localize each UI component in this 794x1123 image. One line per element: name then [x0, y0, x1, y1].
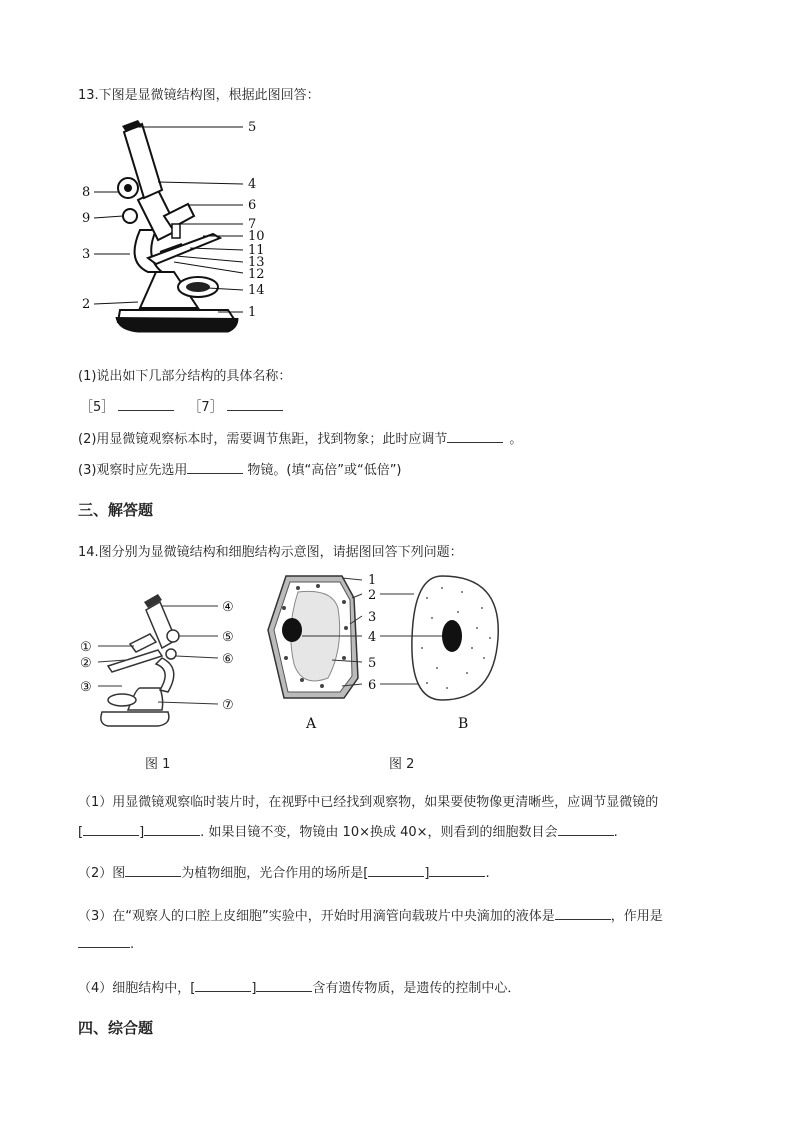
period: .	[613, 825, 618, 840]
q13-label-7: ［7］	[188, 400, 223, 415]
q13-part2	[78, 428, 522, 447]
fig1-label-11: 11	[248, 243, 265, 258]
fig2-label-5: 5	[368, 656, 377, 671]
q13-part3	[78, 459, 402, 478]
q13-blank-focus[interactable]	[447, 430, 503, 443]
fig1-label-10: 10	[248, 229, 265, 244]
q14-sub4-text-c: 含有遗传物质，是遗传的控制中心．	[312, 981, 521, 996]
q14-sub3-line2	[78, 935, 134, 952]
q14-sub1-line1: （1）用显微镜观察临时装片时，在视野中已经找到观察物，如果要使物像更清晰些，应调节显微镜的	[78, 795, 659, 810]
fig1-label-1: 1	[248, 305, 257, 320]
fig1-label-7: 7	[248, 217, 257, 232]
q14-sub3-line1	[78, 905, 663, 924]
section-3-heading: 三、解答题	[78, 501, 154, 519]
q14-sub1-line2	[78, 821, 618, 840]
q14-blank-cell-count[interactable]	[558, 823, 614, 836]
section-4-heading: 四、综合题	[78, 1019, 154, 1037]
q14-sub4	[78, 977, 520, 996]
fig2-label-2: 2	[368, 588, 377, 603]
fig2-caption: 图 2	[389, 757, 415, 772]
q13-blank-5[interactable]	[118, 398, 174, 411]
q13-part2-text: (2)用显微镜观察标本时，需要调节焦距，找到物象；此时应调节	[78, 432, 448, 447]
q14-blank-photo-no[interactable]	[368, 864, 424, 877]
q14-sub3-text: （3）在“观察人的口腔上皮细胞”实验中，开始时用滴管向载玻片中央滴加的液体是	[78, 909, 555, 924]
fig-q14-label-4: ④	[222, 600, 234, 615]
fig-q14-label-7: ⑦	[222, 698, 234, 713]
fig1-label-2: 2	[82, 297, 91, 312]
cell-b-label: B	[458, 716, 469, 732]
fig1-label-13: 13	[248, 255, 265, 270]
bracket-close: ]	[139, 825, 145, 840]
fig2-label-3: 3	[368, 610, 377, 625]
fig1-label-5: 5	[248, 120, 257, 135]
fig2-label-1: 1	[368, 573, 377, 588]
q13-part3-text: (3)观察时应先选用	[78, 463, 188, 478]
fig2-label-6: 6	[368, 678, 377, 693]
bracket-close: ]	[424, 866, 430, 881]
q13-part2-end: 。	[509, 432, 523, 447]
q13-title: 13.下图是显微镜结构图，根据此图回答：	[78, 88, 320, 103]
fig-q14-label-6: ⑥	[222, 652, 234, 667]
q13-blank-7[interactable]	[227, 398, 283, 411]
bracket-open: [	[78, 825, 84, 840]
fig2-label-4: 4	[368, 630, 377, 645]
q14-blank-function[interactable]	[78, 935, 130, 948]
period: .	[485, 866, 490, 881]
q13-part3-end: 物镜。(填“高倍”或“低倍”)	[247, 463, 402, 478]
fig1-caption: 图 1	[145, 757, 171, 772]
q14-sub2-text-a: （2）图	[78, 866, 126, 881]
q14-blank-photo-name[interactable]	[429, 864, 485, 877]
fig1-label-4: 4	[248, 177, 257, 192]
q14-sub3-text-b: ，作用是	[610, 909, 663, 924]
fig-q14-label-3: ③	[80, 680, 92, 695]
q14-title: 14.图分别为显微镜结构和细胞结构示意图，请据图回答下列问题：	[78, 545, 463, 560]
q13-blank-objective[interactable]	[187, 461, 243, 474]
q14-sub2-text-b: 为植物细胞，光合作用的场所是[	[181, 866, 369, 881]
fig1-label-8: 8	[82, 185, 91, 200]
q13-part1: (1)说出如下几部分结构的具体名称：	[78, 369, 292, 384]
fig1-label-9: 9	[82, 211, 91, 226]
cell-diagram	[262, 568, 512, 738]
q14-blank-structure-no[interactable]	[83, 823, 139, 836]
fig-q14-label-1: ①	[80, 640, 92, 655]
microscope-figure-2	[78, 588, 248, 738]
fig1-label-6: 6	[248, 198, 257, 213]
q13-label-5: ［5］	[80, 400, 115, 415]
fig1-label-14: 14	[248, 283, 265, 298]
q14-blank-plant-cell[interactable]	[125, 864, 181, 877]
fig-q14-label-2: ②	[80, 656, 92, 671]
cell-a-label: A	[306, 716, 317, 732]
fig1-label-12: 12	[248, 267, 265, 282]
q14-sub1-text: . 如果目镜不变，物镜由 10×换成 40×，则看到的细胞数目会	[200, 825, 558, 840]
q13-part1-answers	[80, 396, 283, 415]
microscope-figure-1	[78, 112, 278, 334]
q14-blank-nucleus-name[interactable]	[256, 979, 312, 992]
q14-sub2	[78, 862, 490, 881]
fig-q14-label-5: ⑤	[222, 630, 234, 645]
period: .	[130, 937, 135, 952]
q14-blank-structure-name[interactable]	[144, 823, 200, 836]
q14-blank-nucleus-no[interactable]	[195, 979, 251, 992]
bracket-close: ]	[251, 981, 257, 996]
fig1-label-3: 3	[82, 247, 91, 262]
q14-sub4-text-a: （4）细胞结构中，[	[78, 981, 196, 996]
q14-blank-liquid[interactable]	[555, 907, 611, 920]
